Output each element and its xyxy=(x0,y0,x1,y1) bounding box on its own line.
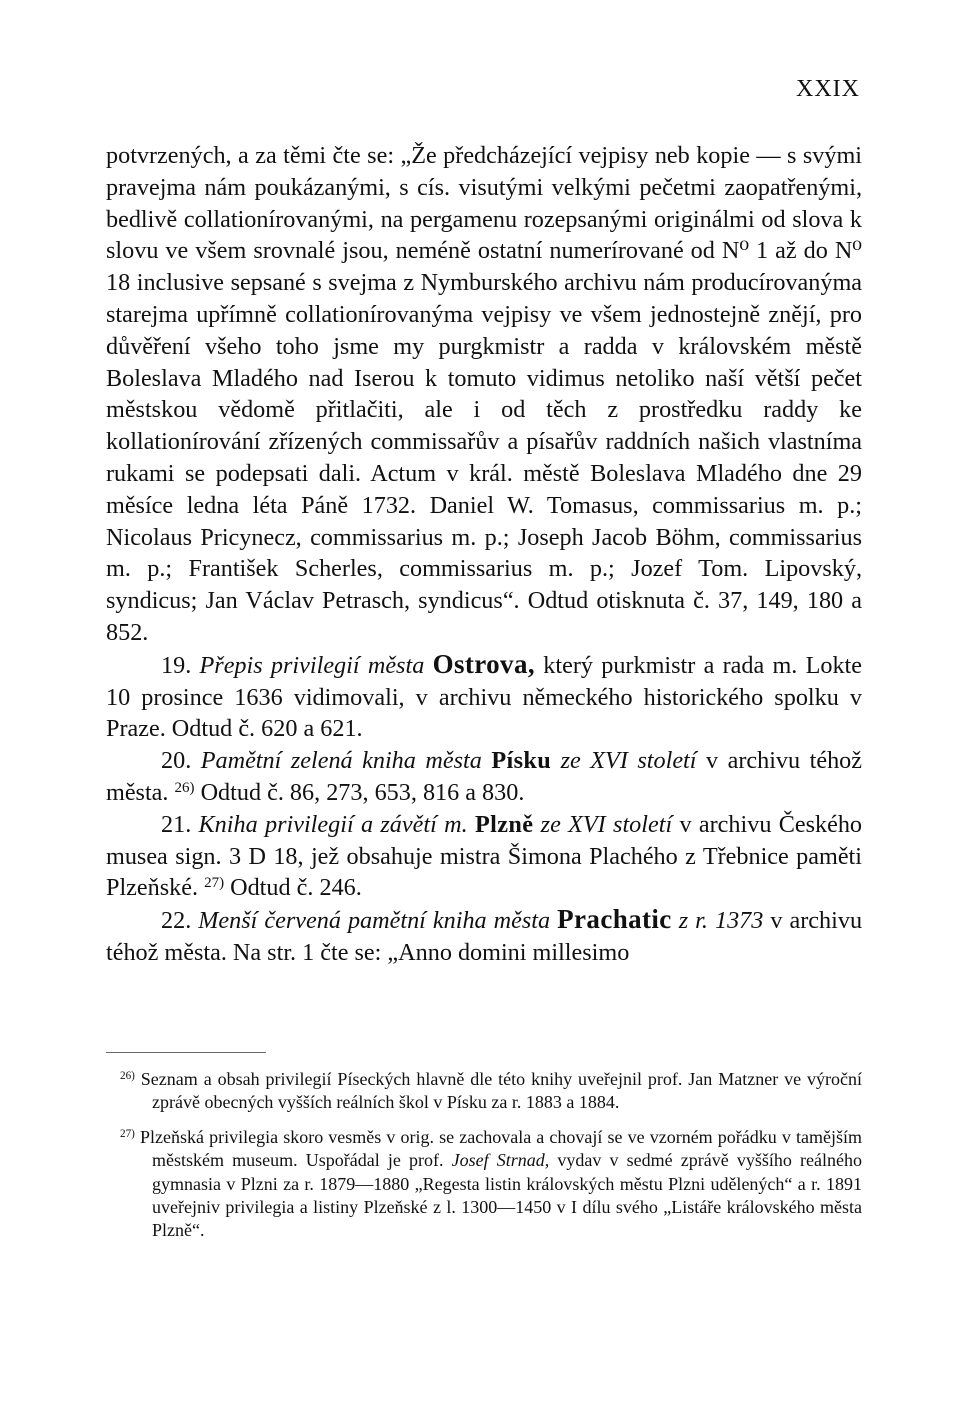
entry-title: Přepis privilegií města xyxy=(199,651,425,679)
footnote-divider xyxy=(106,1052,266,1053)
entry-number: 19. xyxy=(161,651,192,679)
entry-title: Pamětní zelená kniha města xyxy=(200,747,482,775)
entry-title: Kniha privilegií a závětí m. xyxy=(198,810,468,838)
footnote-text: Plzeňská privilegia skoro vesměs v orig. se zachovala a chovají se ve vzorném pořádku v tamějším městském museum. Uspořádal je prof. xyxy=(140,1126,862,1171)
footnote-27 xyxy=(106,1126,862,1243)
city-name: Písku xyxy=(491,747,552,775)
entry-title: Menší červená pamětní kniha města xyxy=(198,907,551,935)
entry-19 xyxy=(106,649,862,745)
footnote-ref: 26) xyxy=(174,779,195,796)
entry-text: který purkmistr a rada m. Lokte 10 prosince 1636 vidimovali, v archivu německého historického spolku v Praze. Odtud č. 620 a 621. xyxy=(106,651,862,743)
footnote-26 xyxy=(106,1068,862,1115)
entry-text: v archivu Českého musea sign. 3 D 18, jež obsahuje mistra Šimona Plachého z Třebnice paměti Plzeňské. xyxy=(106,810,863,902)
main-text xyxy=(106,140,862,969)
entry-20 xyxy=(106,745,862,809)
entry-number: 20. xyxy=(161,747,192,775)
footnote-mark: 26) xyxy=(120,1069,135,1082)
entry-22 xyxy=(106,904,862,969)
city-name: Prachatic xyxy=(557,904,672,935)
entry-century: ze XVI století xyxy=(540,810,673,838)
city-name: Ostrova, xyxy=(432,648,536,679)
footnote-ref: 27) xyxy=(204,875,225,892)
city-name: Plzně xyxy=(474,810,534,838)
entry-number: 21. xyxy=(161,810,192,838)
footnote-text-cont: vydav v sedmé zprávě vyššího reálného gymnasia v Plzni za r. 1879—1880 „Regesta listin královských městu Plzni udělených“ a r. 1891 uveřejniv privilegia a listiny Plzeňské z l. 1300—1450 v I dílu svého „Listáře královského města Plzně“. xyxy=(152,1150,863,1241)
entry-source: Odtud č. 86, 273, 653, 816 a 830. xyxy=(200,778,525,806)
entry-number: 22. xyxy=(161,907,192,935)
footnote-text: Seznam a obsah privilegií Píseckých hlavně dle této knihy uveřejnil prof. Jan Matzner ve výroční zprávě obecných vyšších reálních škol v Písku za r. 1883 a 1884. xyxy=(140,1069,862,1113)
footnote-mark: 27) xyxy=(120,1127,135,1140)
footnotes xyxy=(106,1068,862,1254)
entry-source: Odtud č. 246. xyxy=(230,874,362,902)
entry-21 xyxy=(106,809,862,904)
entry-text: v archivu téhož města. xyxy=(106,747,862,806)
entry-text: v archivu téhož města. Na str. 1 čte se: „Anno domini millesimo xyxy=(106,907,863,966)
entry-century: ze XVI století xyxy=(560,747,697,775)
entry-year: z r. 1373 xyxy=(678,907,764,935)
intro-paragraph: potvrzených, a za těmi čte se: „Že předcházející vejpisy neb kopie — s svými pravejma nám poukázanými, s cís. visutými velkými pečetmi zaopatřenými, bedlivě collationírovanými, na pergamenu rozepsanými originálmi od slova k slovu ve všem srovnalé jsou, neméně ostatní numerírované od N⁰ 1 až do N⁰ 18 inclusive sepsané s svejma z Nymburského archivu nám producírovanýma starejma upřímně collationírovanýma vejpisy ve všem jednostejně znějí, pro důvěření všeho toho jsme my purgkmistr a radda v královském městě Boleslava Mladého nad Iserou k tomuto vidimus netoliko naší větší pečet městskou vědomě přitlačiti, ale i od těch z prostředku raddy ke kollationírování zřízených commissařův a písařův raddních našich vlastníma rukami se podepsati dali. Actum v král. městě Boleslava Mladého dne 29 měsíce ledna léta Páně 1732. Daniel W. Tomasus, commissarius m. p.; Nicolaus Pricynecz, commissarius m. p.; Joseph Jacob Böhm, commissarius m. p.; František Scherles, commissarius m. p.; Jozef Tom. Lipovský, syndicus; Jan Václav Petrasch, syndicus“. Odtud otisknuta č. 37, 149, 180 a 852. xyxy=(106,142,862,646)
footnote-author: Josef Strnad, xyxy=(451,1150,550,1171)
page-number: XXIX xyxy=(796,76,860,102)
